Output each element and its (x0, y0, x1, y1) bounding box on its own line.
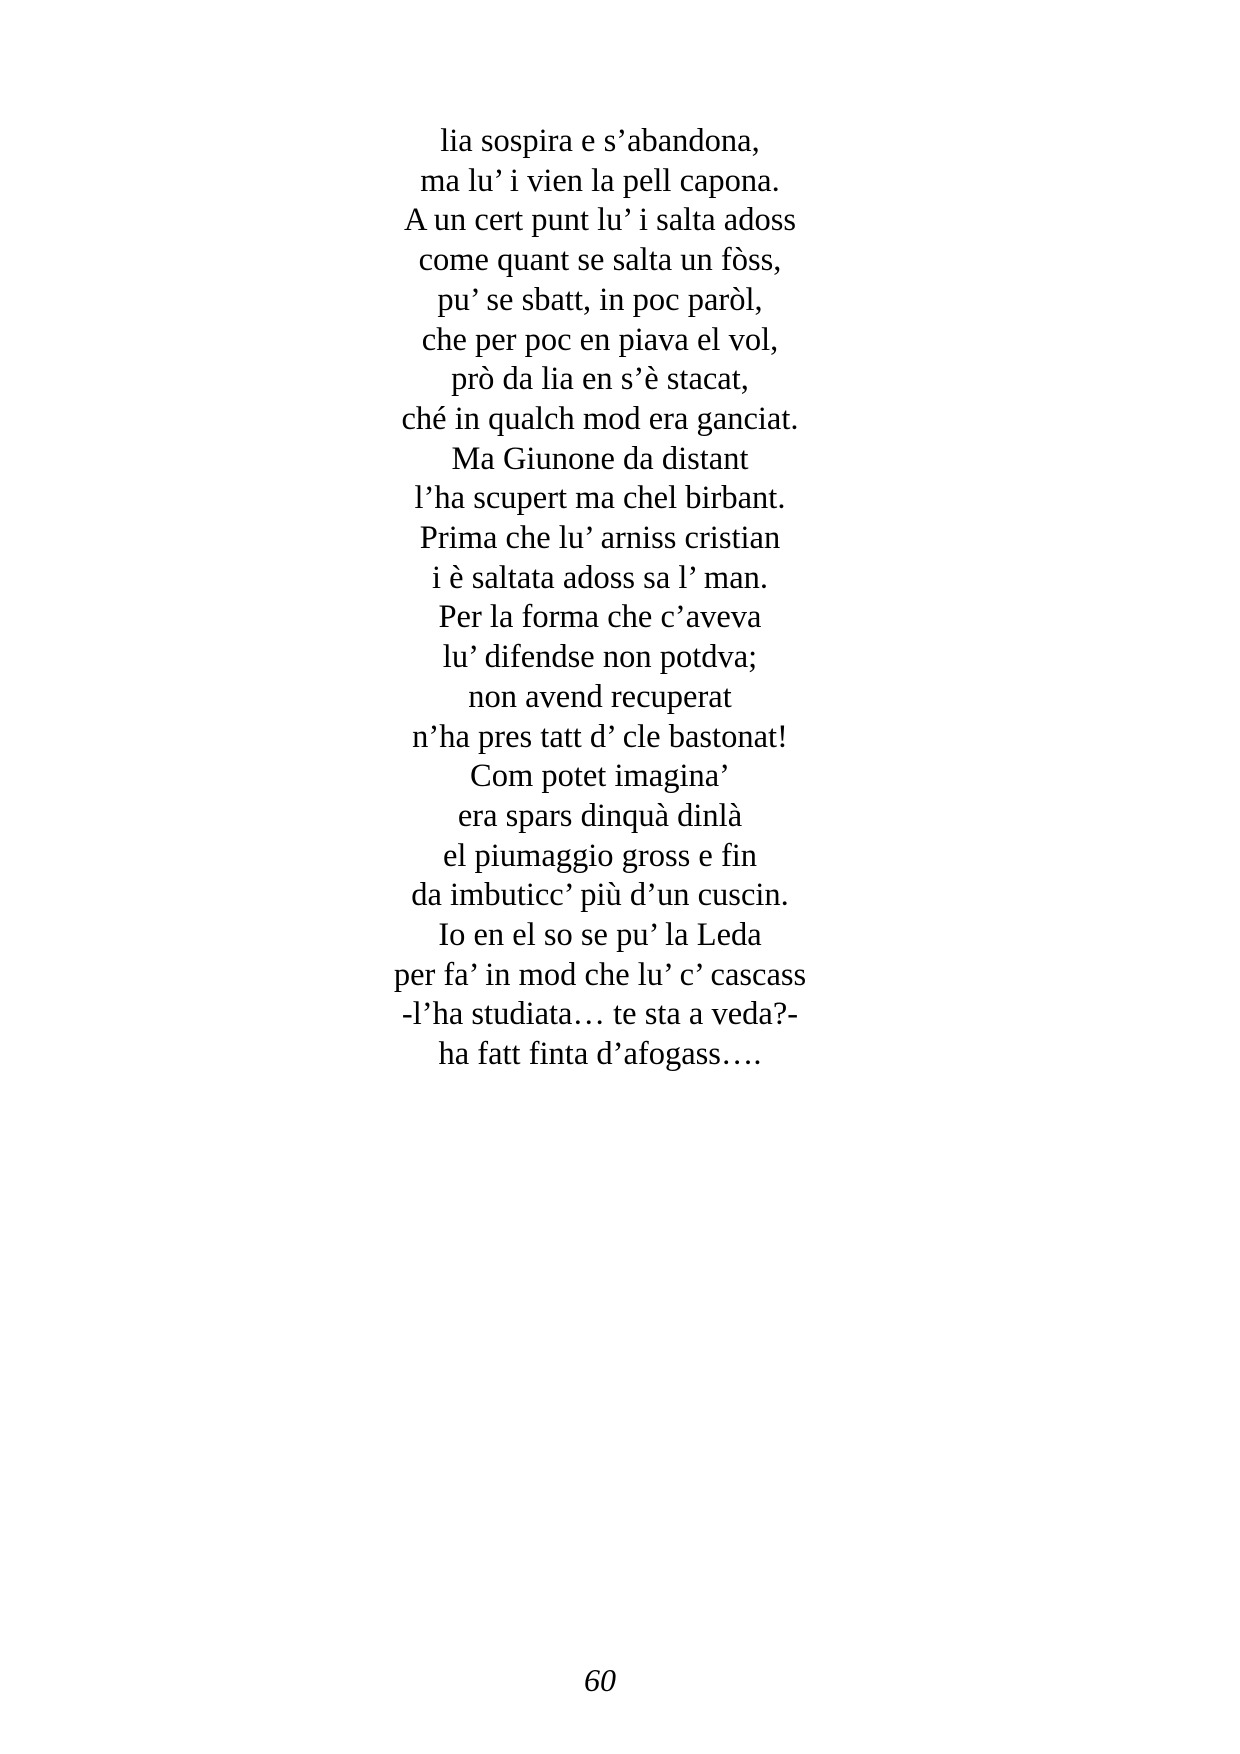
poem-line: non avend recuperat (468, 678, 732, 715)
poem-line: Io en el so se pu’ la Leda (438, 917, 762, 954)
poem-line: ma lu’ i vien la pell capona. (420, 162, 780, 199)
poem-line: ha fatt finta d’afogass…. (438, 1036, 762, 1073)
poem-line: n’ha pres tatt d’ cle bastonat! (412, 718, 788, 755)
poem-line: A un cert punt lu’ i salta adoss (403, 202, 797, 239)
poem-line: lia sospira e s’abandona, (440, 123, 760, 159)
poem-line: pu’ se sbatt, in poc paròl, (437, 281, 763, 318)
poem-line: era spars dinquà dinlà (457, 797, 743, 834)
poem-line: -l’ha studiata… te sta a veda?- (401, 996, 799, 1033)
poem-line: Ma Giunone da distant (451, 440, 749, 477)
poem-line: da imbuticc’ più d’un cuscin. (411, 877, 789, 914)
poem-line: che per poc en piava el vol, (421, 321, 779, 358)
poem-line: ché in qualch mod era ganciat. (401, 400, 799, 437)
poem-line: Per la forma che c’aveva (438, 599, 762, 636)
page-number: 60 (584, 1662, 616, 1698)
poem-line: Com potet imagina’ (470, 758, 730, 795)
poem-line: lu’ difendse non potdva; (442, 639, 758, 676)
poem-line: l’ha scupert ma chel birbant. (414, 480, 786, 517)
poem-line: prò da lia en s’è stacat, (451, 361, 749, 398)
poem-line: el piumaggio gross e fin (442, 837, 758, 874)
poem-line: i è saltata adoss sa l’ man. (431, 559, 769, 596)
poem-line: per fa’ in mod che lu’ c’ cascass (393, 956, 807, 993)
poem-line: come quant se salta un fòss, (418, 242, 782, 279)
poem-text (300, 122, 900, 1075)
poem-line: Prima che lu’ arniss cristian (419, 520, 781, 557)
